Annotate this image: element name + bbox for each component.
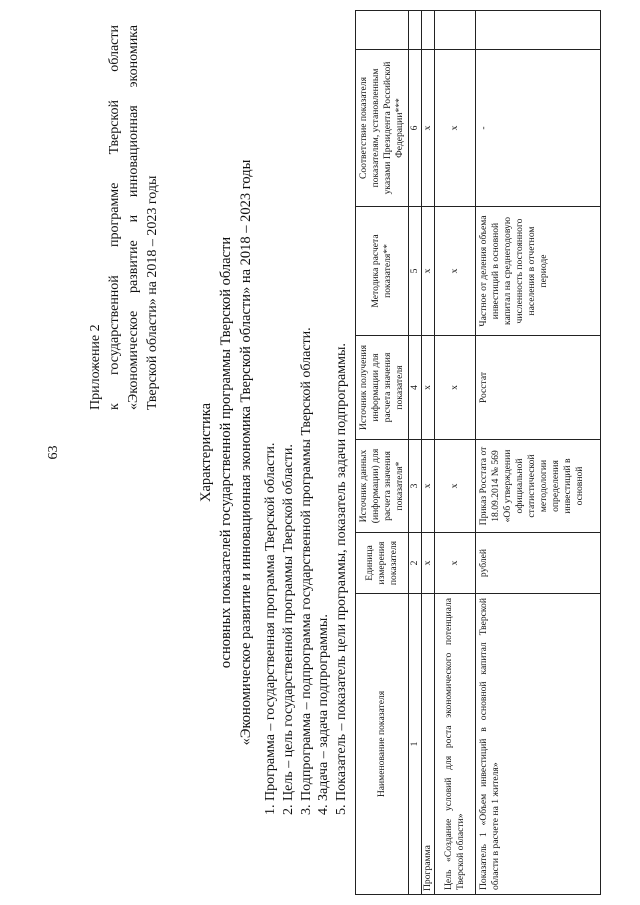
cell-name: Программа <box>422 594 435 895</box>
table-header-row <box>356 11 409 895</box>
cell-extra <box>476 11 601 50</box>
column-numbers-row <box>409 11 422 895</box>
column-number: 6 <box>409 50 422 207</box>
cell-source-obtain: х <box>422 336 435 440</box>
cell-unit: х <box>435 533 476 594</box>
column-number: 4 <box>409 336 422 440</box>
cell-source: Приказ Росстата от 18.09.2014 № 569 «Об утверждении официальной статистической методологии определения инвестиций в основной <box>476 440 601 533</box>
page-number: 63 <box>46 445 61 460</box>
definition-item: 3. Подпрограмма – подпрограмма государственной программы Тверской области. <box>298 327 314 815</box>
definition-item: 5. Показатель – показатель цели программы, показатель задачи подпрограммы. <box>334 343 350 815</box>
cell-method: Частное от деления объема инвестиций в основной капитал на среднегодовую численность постоянного населения в отчетном периоде <box>476 207 601 336</box>
cell-method: х <box>422 207 435 336</box>
cell-unit: х <box>422 533 435 594</box>
definition-item: 4. Задача – задача подпрограммы. <box>316 614 332 815</box>
definition-item: 1. Программа – государственная программа Тверской области. <box>263 442 278 815</box>
appendix-line-1: Приложение 2 <box>88 324 103 410</box>
definition-item: 2. Цель – цель государственной программы Тверской области. <box>280 444 296 815</box>
header-unit: Единица измерения показателя <box>356 533 409 594</box>
cell-unit: рублей <box>476 533 601 594</box>
header-source-obtain: Источник получения информации для расчета значения показателя <box>356 336 409 440</box>
heading-line-2: основных показателей государственной программы Тверской области <box>218 236 234 669</box>
header-source: Источник данных (информации) для расчета значения показателя* <box>356 440 409 533</box>
column-extra <box>409 11 422 50</box>
column-number: 3 <box>409 440 422 533</box>
appendix-line-4: Тверской области» на 2018 – 2023 годы <box>145 175 160 410</box>
column-number: 2 <box>409 533 422 594</box>
definitions-list <box>262 327 351 815</box>
table-row <box>435 11 476 895</box>
cell-extra <box>435 11 476 50</box>
header-method: Методика расчета показателя** <box>356 207 409 336</box>
cell-conformity: х <box>435 50 476 207</box>
heading-line-1: Характеристика <box>198 402 214 503</box>
heading-line-3: «Экономическое развитие и инновационная экономика Тверской области» на 2018 – 2023 годы <box>238 159 254 746</box>
header-extra <box>356 11 409 50</box>
header-name: Наименование показателя <box>356 594 409 895</box>
cell-conformity: - <box>476 50 601 207</box>
cell-source: х <box>422 440 435 533</box>
cell-source-obtain: х <box>435 336 476 440</box>
document-heading <box>196 0 256 905</box>
cell-method: х <box>435 207 476 336</box>
table-row <box>422 11 435 895</box>
cell-name: Цель «Создание условий для роста экономического потенциала Тверской области» <box>435 594 476 895</box>
column-number: 1 <box>409 594 422 895</box>
appendix-line-3: «Экономическое развитие и инновационная экономика <box>126 25 141 410</box>
cell-source: х <box>435 440 476 533</box>
cell-name: Показатель 1 «Объем инвестиций в основной капитал Тверской области в расчете на 1 жителя» <box>476 594 601 895</box>
cell-source-obtain: Росстат <box>476 336 601 440</box>
appendix-line-2: к государственной программе Тверской области <box>107 25 122 410</box>
table-row <box>476 11 601 895</box>
cell-extra <box>422 11 435 50</box>
appendix-header <box>86 25 162 410</box>
header-conformity: Соответствие показателя показателям, установленным указами Президента Российской Федерации*** <box>356 50 409 207</box>
cell-conformity: х <box>422 50 435 207</box>
column-number: 5 <box>409 207 422 336</box>
indicators-table <box>355 10 601 895</box>
